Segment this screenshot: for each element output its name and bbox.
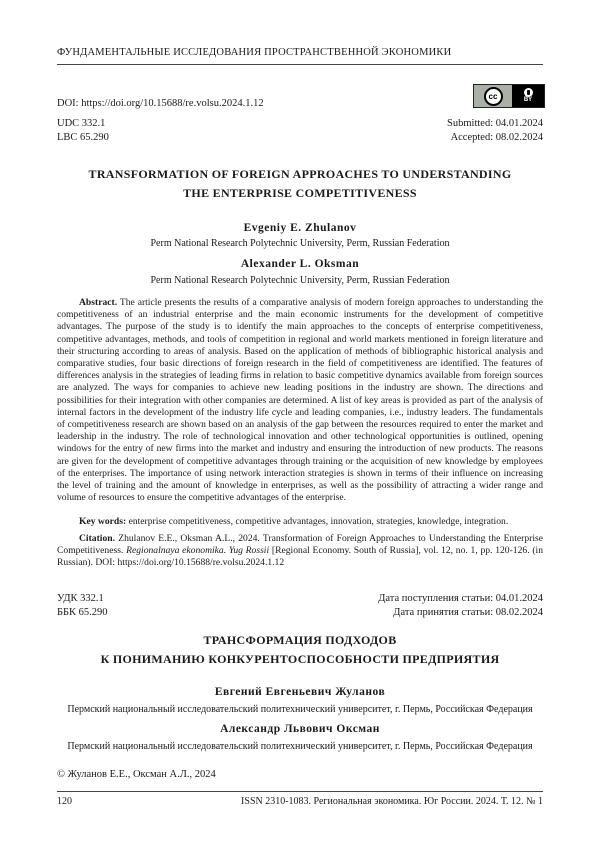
bbk-code-ru: ББК 65.290 <box>57 607 108 618</box>
author-name-ru: Александр Львович Оксман <box>220 723 380 735</box>
title-line: К ПОНИМАНИЮ КОНКУРЕНТОСПОСОБНОСТИ ПРЕДПРИЯТИЯ <box>100 652 500 666</box>
keywords-label: Key words: <box>79 516 127 527</box>
cc-by-license-badge[interactable] <box>473 84 545 108</box>
citation-journal: Regionalnaya ekonomika. Yug Rossii <box>126 545 270 557</box>
author-name: Alexander L. Oksman <box>240 258 360 270</box>
keywords-text: enterprise competitiveness, competitive advantages, innovation, strategies, knowledge, integration. <box>128 516 509 527</box>
author-name: Evgeniy E. Zhulanov <box>243 222 357 234</box>
accepted-date-ru: Дата принятия статьи: 08.02.2024 <box>393 607 543 618</box>
title-line: THE ENTERPRISE COMPETITIVENESS <box>183 186 417 200</box>
author-affiliation-ru: Пермский национальный исследовательский политехнический университет, г. Пермь, Российская Федерация <box>67 741 533 752</box>
abstract-text: The article presents the results of a comparative analysis of modern foreign approaches to understanding the competitiveness of an industrial enterprise and the main economic instruments for the development of competitive advantages. The purpose of the study is to identify the main approaches to the concepts of enterprise competitiveness, competitive advantages, methods, and tools of competition in regional and world markets mentioned in foreign literature and their structuring according to areas of analysis. Based on the application of methods of bibliographic historical analysis and comparative studies, four basic directions of foreign research in the field of competitiveness are identified. The features of differences analysis in the strategies of leading firms in relation to basic competitive dynamics available from foreign sources are analyzed. The ways for companies to achieve new leading positions in the industry are shown. The directions and possibilities for their integration with other companies are determined. A list of key areas is provided as part of the analysis of internal factors in the development of the industry life cycle and leading companies, i.e., industry leaders. The fundamentals of competitiveness research are shown based on an analysis of the gap between the resources required to enter the market and leadership in the industry. The role of technological innovation and other technological opportunities is outlined, opening windows for the entry of new firms into the market and industry and ensuring the introduction of new products. The reasons are given for the development of competitive advantages through training or the acquisition of new knowledge by employees of the enterprises. The importance of using network interaction strategies is shown in terms of their influence on increasing the level of training and the amount of knowledge in enterprises, as well as the possibility of attracting a wider range and volume of resources to ensure the competitive advantages of the enterprise. <box>57 297 543 504</box>
keywords <box>57 516 543 528</box>
lbc-code: LBC 65.290 <box>57 132 109 143</box>
author-affiliation: Perm National Research Polytechnic University, Perm, Russian Federation <box>150 238 450 249</box>
abstract-label: Abstract. <box>79 297 118 308</box>
header-rule <box>57 64 543 65</box>
page-number: 120 <box>57 796 72 807</box>
abstract <box>57 297 543 504</box>
citation-label: Citation. <box>79 533 115 544</box>
journal-running-head: ФУНДАМЕНТАЛЬНЫЕ ИССЛЕДОВАНИЯ ПРОСТРАНСТВЕННОЙ ЭКОНОМИКИ <box>57 47 452 58</box>
author-affiliation: Perm National Research Polytechnic University, Perm, Russian Federation <box>150 275 450 286</box>
accepted-date: Accepted: 08.02.2024 <box>450 132 543 143</box>
article-title-ru <box>57 631 543 669</box>
udc-code-ru: УДК 332.1 <box>57 593 104 604</box>
citation-doi[interactable]: [Regional Economy. South of Russia], vol. 12, no. 1, pp. 120-126. (in Russian). DOI: https://doi.org/10.15688/re.volsu.2024.1.12 <box>57 545 543 569</box>
citation: Citation. Zhulanov E.E., Oksman A.L., 2024. Transformation of Foreign Approaches to Understanding the Enterprise Competitiveness. Regionalnaya ekonomika. Yug Rossii [Regional Economy. South of Russia], vol. 12, no. 1, pp. 120-126. (in Russian). DOI: https://doi.org/10.15688/re.volsu.2024.1.12 <box>57 533 543 569</box>
by-attribution-icon: BY <box>512 85 544 107</box>
title-line: ТРАНСФОРМАЦИЯ ПОДХОДОВ <box>203 633 397 647</box>
author-name-ru: Евгений Евгеньевич Жуланов <box>214 686 386 698</box>
submitted-date: Submitted: 04.01.2024 <box>447 118 543 129</box>
author-affiliation-ru: Пермский национальный исследовательский политехнический университет, г. Пермь, Российская Федерация <box>67 704 533 715</box>
doi-link[interactable]: DOI: https://doi.org/10.15688/re.volsu.2024.1.12 <box>57 98 264 109</box>
copyright-notice: © Жуланов Е.Е., Оксман А.Л., 2024 <box>57 769 216 780</box>
received-date-ru: Дата поступления статьи: 04.01.2024 <box>378 593 543 604</box>
person-icon <box>524 88 533 97</box>
footer-rule <box>57 791 543 792</box>
footer-issn: ISSN 2310-1083. Региональная экономика. Юг России. 2024. Т. 12. № 1 <box>241 796 543 807</box>
title-line: TRANSFORMATION OF FOREIGN APPROACHES TO UNDERSTANDING <box>88 167 512 181</box>
article-title-en <box>57 165 543 203</box>
cc-logo-icon: cc <box>474 85 512 107</box>
udc-code: UDC 332.1 <box>57 118 106 129</box>
